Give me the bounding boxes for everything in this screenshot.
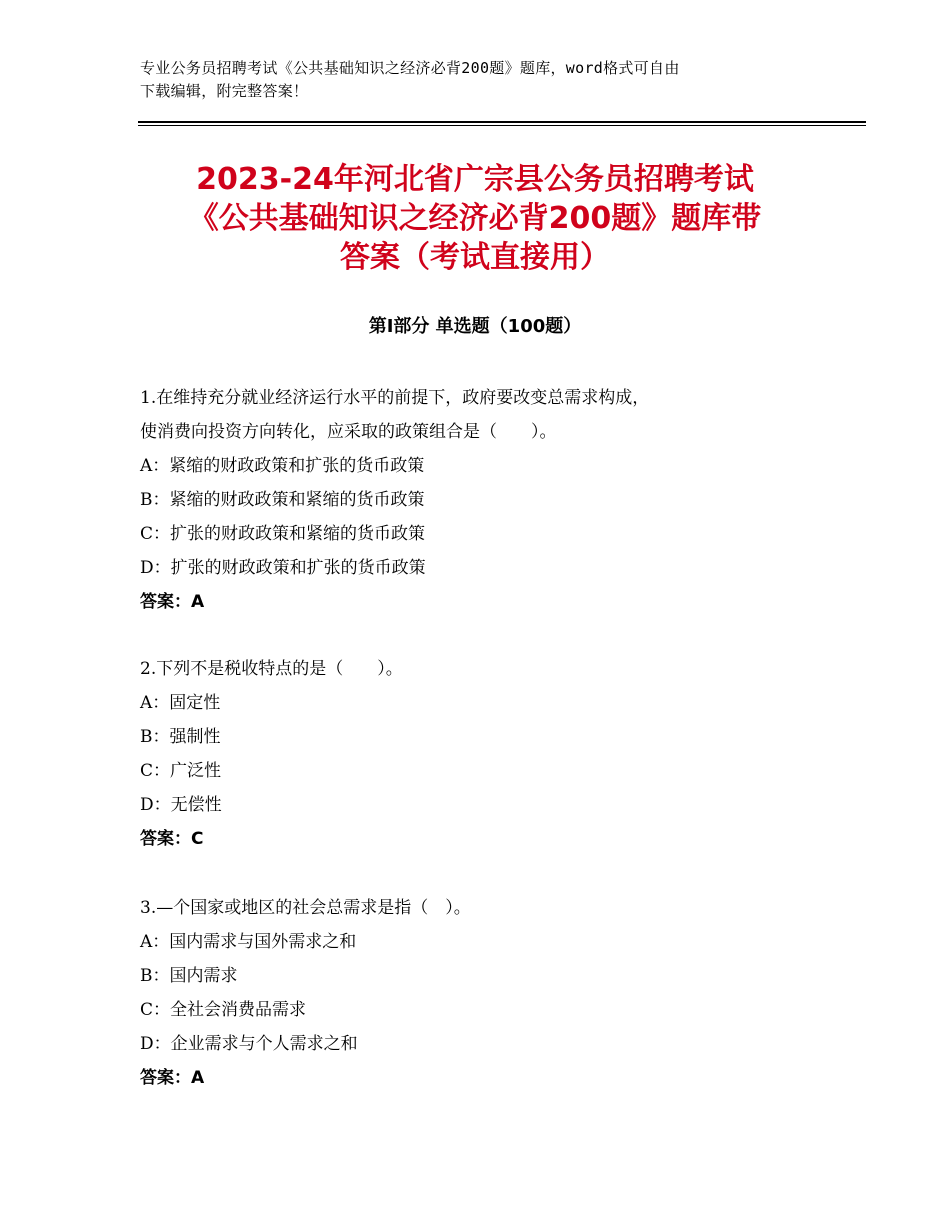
answer: 答案：A bbox=[140, 592, 205, 612]
document-title bbox=[140, 160, 810, 277]
title-line2: 《公共基础知识之经济必背200题》题库带 bbox=[188, 201, 762, 236]
title-line3: 答案（考试直接用） bbox=[340, 240, 610, 275]
header-rule-thin bbox=[138, 125, 866, 126]
answer: 答案：C bbox=[140, 829, 204, 849]
option-c: C：扩张的财政政策和紧缩的货币政策 bbox=[140, 524, 426, 544]
question-stem-line1: 2.下列不是税收特点的是（ ）。 bbox=[140, 659, 403, 679]
question-1 bbox=[140, 381, 820, 619]
option-a: A：紧缩的财政政策和扩张的货币政策 bbox=[140, 456, 425, 476]
question-stem-line1: 1.在维持充分就业经济运行水平的前提下，政府要改变总需求构成， bbox=[140, 388, 650, 408]
option-a: A：固定性 bbox=[140, 693, 221, 713]
option-d: D：企业需求与个人需求之和 bbox=[140, 1034, 358, 1054]
option-c: C：全社会消费品需求 bbox=[140, 1000, 307, 1020]
header-note-line2: 下载编辑，附完整答案！ bbox=[140, 82, 309, 100]
question-stem-line1: 3.—个国家或地区的社会总需求是指（ ）。 bbox=[140, 898, 471, 918]
option-d: D：扩张的财政政策和扩张的货币政策 bbox=[140, 558, 426, 578]
question-stem-line2: 使消费向投资方向转化，应采取的政策组合是（ ）。 bbox=[140, 422, 557, 442]
option-d: D：无偿性 bbox=[140, 795, 222, 815]
header-note bbox=[140, 57, 830, 103]
header-note-line1: 专业公务员招聘考试《公共基础知识之经济必背200题》题库，word格式可自由 bbox=[140, 59, 680, 77]
answer: 答案：A bbox=[140, 1068, 205, 1088]
option-b: B：紧缩的财政政策和紧缩的货币政策 bbox=[140, 490, 425, 510]
option-c: C：广泛性 bbox=[140, 761, 222, 781]
section-heading: 第Ⅰ部分 单选题（100题） bbox=[368, 316, 582, 337]
title-line1: 2023-24年河北省广宗县公务员招聘考试 bbox=[196, 162, 754, 197]
header-rule-thick bbox=[138, 121, 866, 123]
question-2 bbox=[140, 652, 820, 856]
option-b: B：国内需求 bbox=[140, 966, 238, 986]
question-3 bbox=[140, 891, 820, 1095]
option-a: A：国内需求与国外需求之和 bbox=[140, 932, 357, 952]
option-b: B：强制性 bbox=[140, 727, 221, 747]
